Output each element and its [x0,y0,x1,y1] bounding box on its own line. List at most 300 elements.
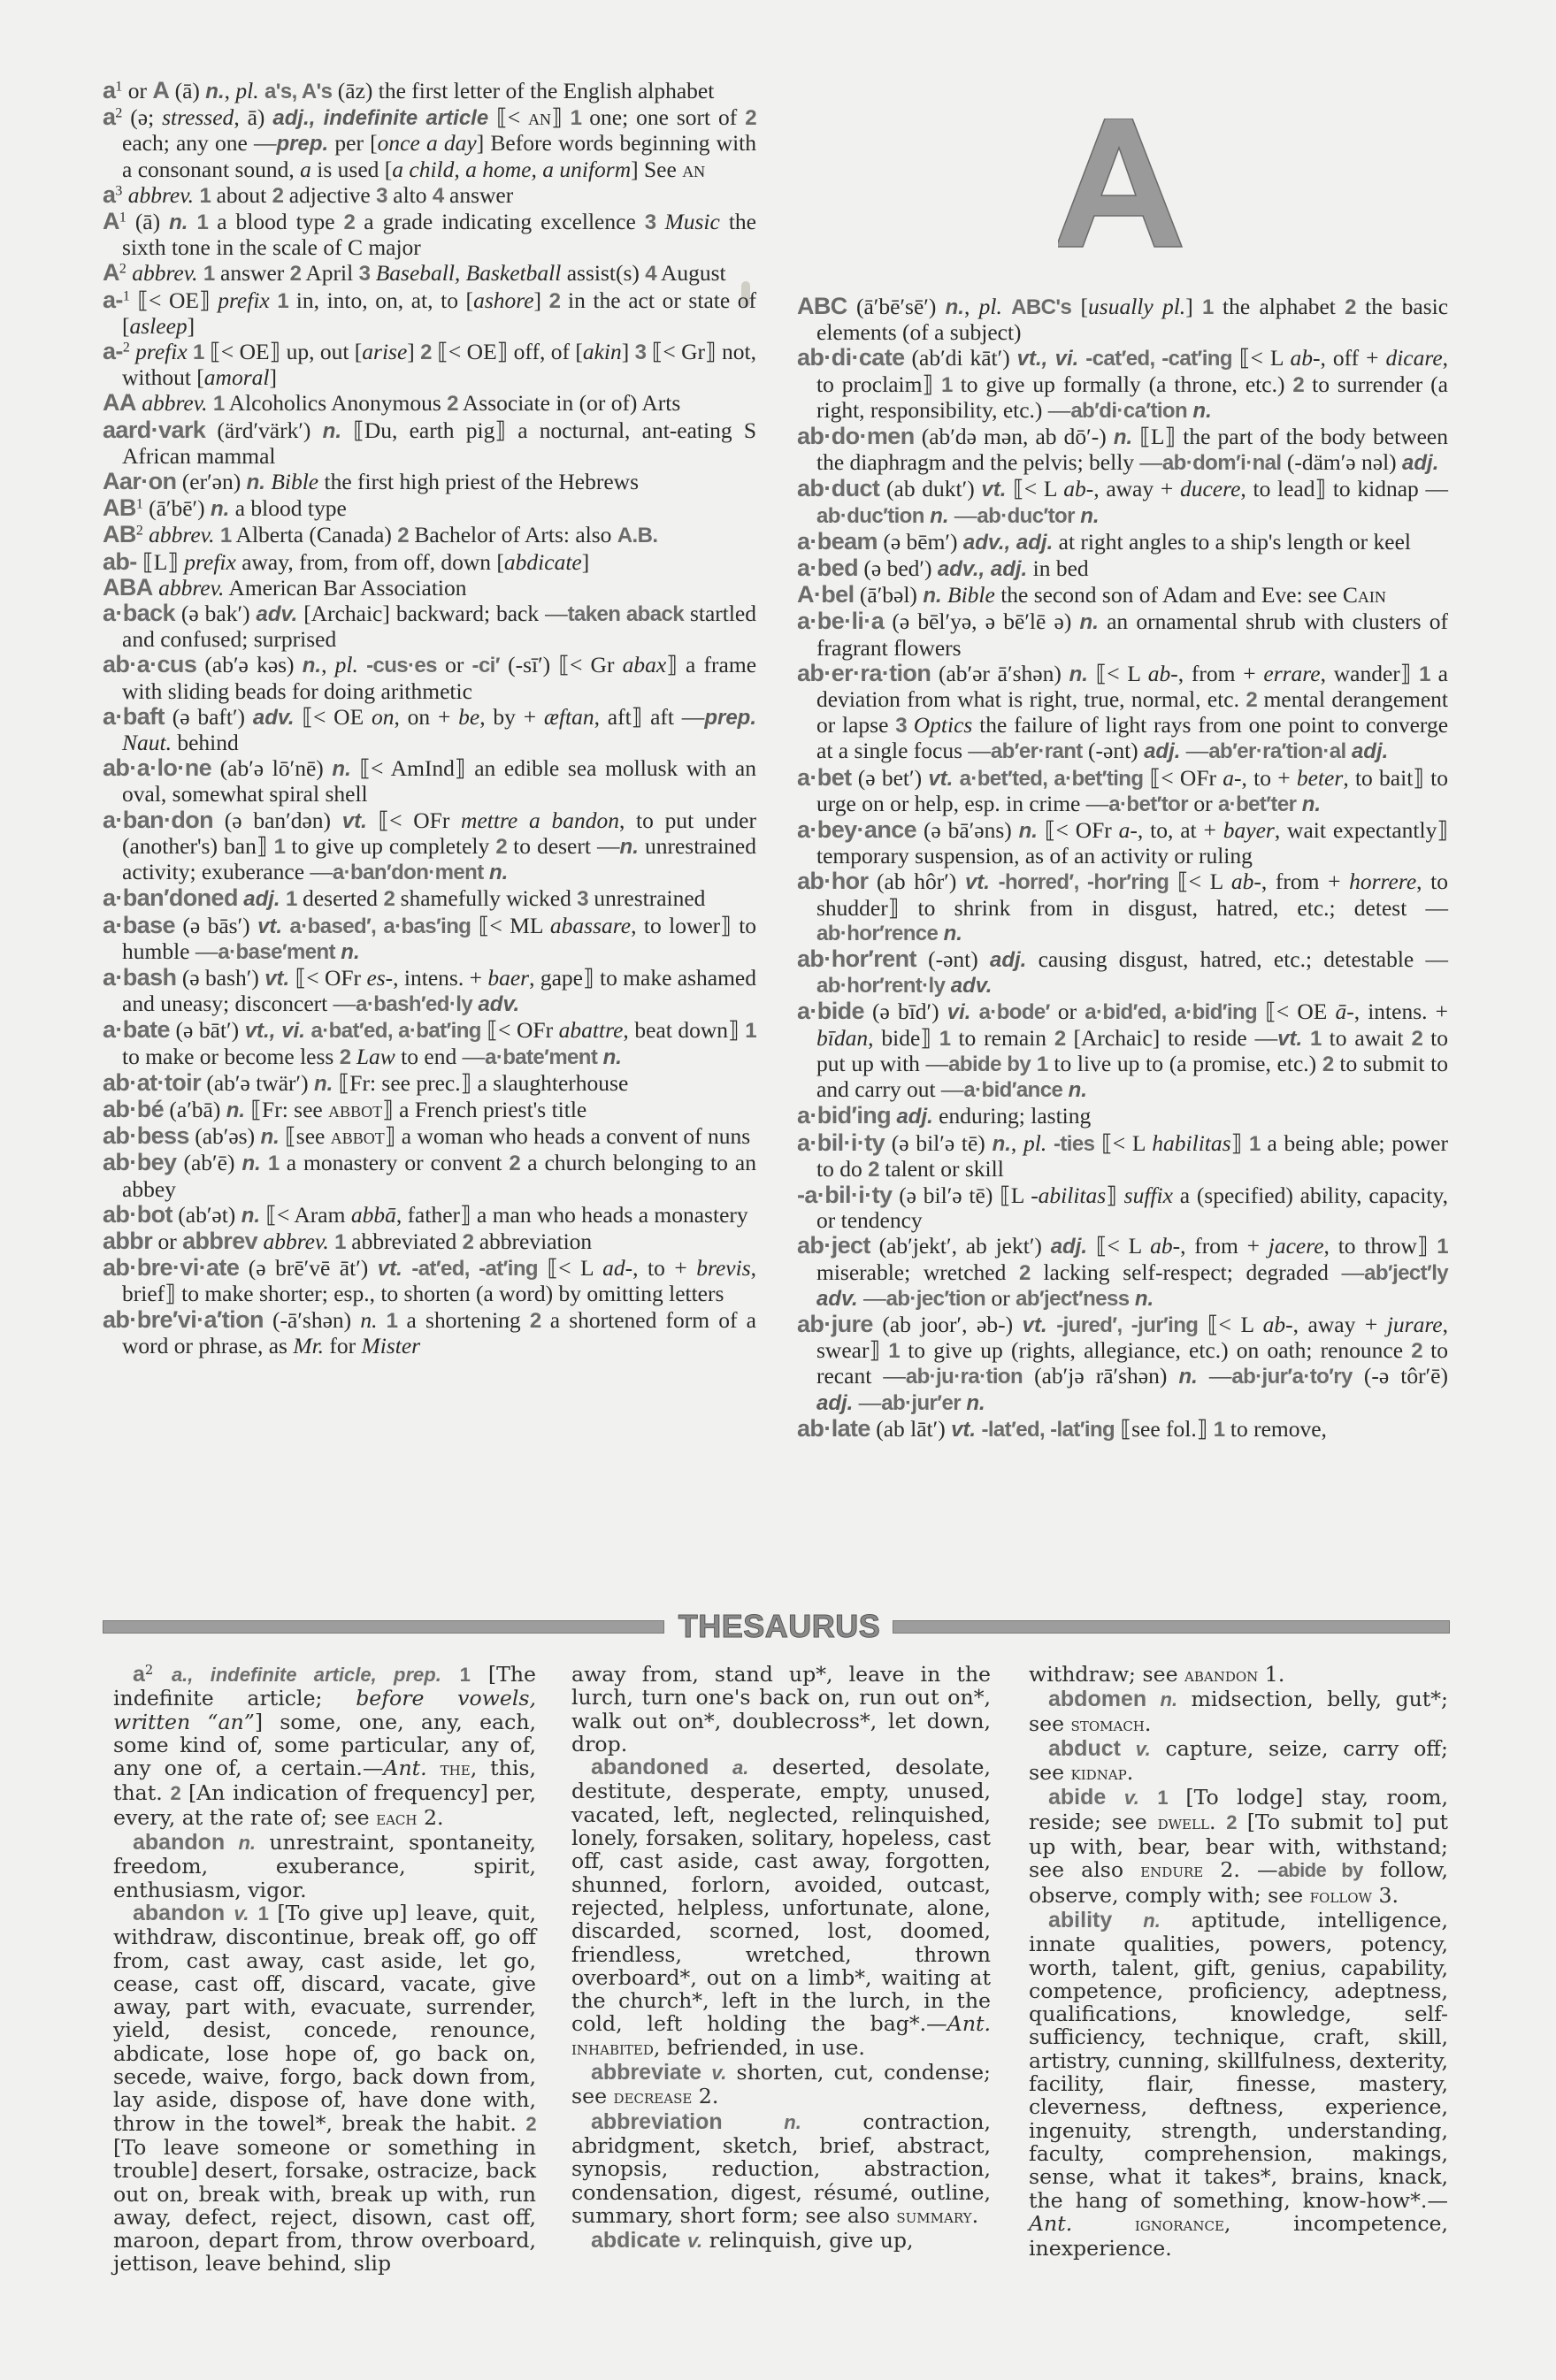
entry-text: , to throw⟧ [1323,1233,1437,1259]
entry-text: ⟦< L [1087,1233,1151,1259]
entry-text: or [122,78,153,103]
entry-text: , aft⟧ aft — [594,703,705,730]
entry-text: once [377,130,426,157]
thesaurus-entry [571,2061,991,2110]
entry-text: a monastery or convent [279,1150,510,1176]
entry-text: 1 [273,834,286,859]
thesaurus-column-2 [571,1663,991,2253]
entry-text: , to shudder⟧ to shrink from in disgust, hatred, etc.; detest — [816,869,1448,921]
entry-text: (ā′bəl) [854,582,924,608]
dictionary-entry [797,345,1448,424]
entry-text: ⟦< [488,104,529,131]
entry-text [656,209,665,234]
entry-text: (ə bak′) [174,601,257,627]
entry-text: n. [169,210,188,235]
dictionary-entry [797,555,1448,582]
entry-text: follow, observe, comply with; see [1029,1857,1448,1908]
entry-text: adj. [243,887,280,912]
entry-text [1302,1025,1310,1051]
entry-text: ab·jur′er [881,1390,961,1415]
entry-text: , befriended, in use. [653,2034,865,2060]
entry-text: n. [241,1152,261,1176]
entry-text: (ab′ə kəs) [196,652,303,678]
entry-text: ⟦< OFr [480,1017,559,1044]
entry-text: ] [407,339,421,365]
thesaurus-column-3 [1029,1663,1448,2260]
entry-text: vt. [1277,1026,1303,1051]
headword: abbr [103,1227,153,1254]
dictionary-entry [103,601,756,652]
dictionary-entry [103,1202,756,1228]
entry-text: , to lead⟧ to kidnap — [1240,476,1449,502]
entry-text: ⟦< L [1006,476,1064,502]
entry-text: n. [1301,792,1322,816]
headword: a·bid′ing [797,1102,892,1129]
entry-text: adv. [252,705,295,730]
entry-text: — [948,501,977,528]
headword: a·base [103,911,175,938]
entry-text: ⟦< OE⟧ up, out [ [203,339,363,365]
entry-text: 2 [1411,1026,1423,1051]
headword: abdicate [591,2228,681,2254]
headword: Aar·on [103,468,177,495]
entry-text: pl. [334,652,358,678]
headword: ABC [797,293,847,319]
entry-text: (ab′ət) [172,1201,241,1228]
entry-text: ab·duc′tor [977,503,1075,528]
entry-text: ab·jur′a·to′ry [1231,1365,1353,1389]
entry-text: , wander⟧ [1320,660,1420,686]
entry-text: , incompetence, inexperience. [1029,2210,1448,2261]
entry-text: , on + [394,703,459,730]
headword: ab·hor [797,868,869,895]
thesaurus-entry [571,1663,991,1756]
headword: ab·bess [103,1122,189,1150]
entry-text: (ā′bē′sē′) [847,294,946,319]
headword: ab·di·cate [797,344,905,371]
entry-text [1112,1908,1143,1932]
entry-text: [An indication of frequency] per, every, at the rate of; see [113,1780,536,1830]
entry-text: adv. [256,602,298,627]
entry-text: , wait expectantly⟧ temporary suspension, as of an activity or ruling [816,817,1448,869]
entry-text: ab′er·rant [990,739,1083,764]
entry-text: pl. [1023,1129,1047,1156]
headword: a·bide [797,998,864,1025]
dictionary-entry [797,999,1448,1103]
entry-text: a's, A's [264,80,333,103]
entry-text: (ab′ē) [176,1150,242,1176]
entry-text: abbreviation [473,1228,593,1254]
entry-text: 1 [203,262,215,287]
entry-text: 1 [1036,1052,1048,1076]
dictionary-entry [103,469,756,495]
entry-text: 1 [277,288,289,313]
entry-text [1146,1687,1160,1711]
headword: a·bil·i·ty [797,1129,885,1156]
entry-text: or [436,652,472,678]
dictionary-entry [797,424,1448,476]
entry-text: n. [930,503,949,528]
entry-text: — [857,1284,886,1311]
entry-text: summary [896,2205,972,2228]
entry-text: per [ [328,130,378,157]
entry-text: abbrev. [127,181,195,208]
dictionary-entry [103,522,756,548]
entry-text: [The indefinite article; [113,1662,537,1711]
entry-text: a·ban′don·ment [332,861,484,885]
headword: a·ban·don [103,806,214,833]
entry-text: unrestrained [588,885,706,912]
entry-text: a·based′, a·bas′ing [289,914,471,938]
dictionary-entry [103,260,756,287]
entry-text: 1. [1258,1662,1285,1687]
entry-text: aptitude, intelligence, innate qualities, powers, potency, worth, talent, gift, genius, capability, competence, proficiency, adeptness, qualifications, knowledge, self-sufficiency, technique, craft, skill, artistry, cunning, skillfulness, dexterity, facility, flair, finesse, mastery, cleverness, deftness, experience, ingenuity, strength, understanding, faculty, comprehension, makings, sense, what it takes*, brains, knack, the hang of something, know-how*.— [1029,1907,1449,2213]
entry-text: follow [1309,1885,1372,1908]
entry-text: -abilitas [1031,1182,1107,1208]
entry-text: stomach [1070,1713,1145,1736]
entry-text: , to put under (another's) ban⟧ [122,807,756,859]
entry-text: a [425,130,438,157]
entry-text: an [528,104,552,131]
entry-text: ] [533,287,549,313]
entry-text: [To give up] leave, quit, withdraw, discontinue, break off, go off from, cast away, cast aside, let go, cease, cast off, discard, vacate, give away, part with, evacuate, surrender, yield, desist, concede, renounce, abdicate, lose hope of, go back on, secede, waive, forgo, back down from, lay aside, dispose of, have done with, throw in the towel*, break the habit. [113,1900,536,2136]
dictionary-entry [103,1228,756,1255]
entry-text: ab′ject′ly [1364,1260,1449,1285]
entry-text: [To submit to] put up with, bear, bear with, withstand; see also [1029,1809,1448,1883]
entry-text: ⟧ [1106,1182,1124,1208]
entry-text: , from + [1180,1233,1269,1259]
entry-text: 1 [888,1339,901,1364]
entry-text: ⟧ a frame with sliding beads for doing arithmetic [122,652,757,704]
dictionary-entry [103,1255,756,1306]
entry-text: away, from, from off, down [ [235,548,504,575]
headword: abdomen [1048,1687,1147,1712]
entry-text: (ā) [126,209,170,235]
entry-text: unrestraint, spontaneity, freedom, exuberance, spirit, enthusiasm, vigor. [113,1830,536,1902]
entry-text [1139,1785,1157,1810]
entry-text [709,1755,732,1779]
entry-text: to submit to and carry out — [816,1050,1449,1103]
entry-text: ab- [1063,476,1094,502]
entry-text: -lat′ed, -lat′ing [981,1417,1115,1442]
entry-text: abbrev. [132,260,198,287]
headword: ab·bot [103,1200,172,1228]
entry-text: 1 [219,524,232,548]
entry-text: ⟦< L [537,1255,603,1282]
entry-text: ad- [602,1255,633,1282]
entry-text: stressed [162,104,234,131]
entry-text: — [853,1389,882,1415]
entry-text: the basic elements (of a subject) [816,294,1449,346]
entry-text: 2 [745,106,756,131]
entry-text: 2 [1411,1339,1422,1364]
entry-text: 3 [358,262,371,287]
headword: AB [103,521,136,548]
entry-text: abattre [558,1017,624,1044]
entry-text: shorten, cut, condense; see [571,2060,992,2109]
entry-text: ab·dom′i·nal [1161,451,1282,476]
entry-text: 1 [1157,1787,1168,1810]
entry-text: assist(s) [561,260,646,287]
entry-text: ab·duc′tion [816,503,924,528]
headword: AA [103,389,136,417]
dictionary-column-right [797,294,1448,1443]
entry-text: ā- [1335,999,1354,1025]
entry-text [1046,1130,1054,1156]
entry-text: . [971,2202,979,2228]
entry-text: 2 [1054,1026,1066,1051]
entry-text [225,1830,238,1855]
headword: abbreviation [591,2108,723,2134]
entry-text: . [1144,1710,1152,1736]
entry-text: (ə bēl′yə, ə bē′lē ə) [884,608,1080,635]
entry-text: [To lodge] stay, room, reside; see [1029,1785,1449,1834]
entry-text: ] [1185,294,1202,319]
entry-text: day [437,130,477,157]
entry-text: 3. [1371,1882,1399,1908]
headword: abduct [1048,1735,1121,1761]
entry-text: ⟦< OE⟧ [129,287,218,313]
entry-text: ] [187,312,195,339]
headword: a·bate [103,1016,170,1044]
headword: a [103,77,116,103]
entry-text: n. [488,861,509,885]
entry-text: causing disgust, hatred, etc.; detestable — [1026,946,1448,973]
entry-text: n. [966,1390,985,1415]
entry-text: (ab hôr′) [868,869,965,895]
entry-text: , from + [1177,660,1264,686]
entry-text: shamefully wicked [395,885,578,912]
entry-text: ab·ju·ra·tion [905,1365,1023,1389]
entry-text: ] [621,339,635,365]
headword: abbrev [182,1227,258,1254]
entry-text: on [371,703,395,730]
entry-text: 4 [432,183,444,208]
entry-text: 2 [447,392,458,417]
thesaurus-title: THESAURUS [678,1608,881,1644]
entry-text: to remove, [1224,1415,1327,1442]
entry-text: the second son of Adam and Eve: see [994,582,1343,608]
entry-text: . [1126,1760,1134,1786]
entry-text: 1 [1248,1131,1261,1156]
entry-text: ⟦< AmInd⟧ an edible sea mollusk with an oval, somewhat spiral shell [122,755,756,807]
dictionary-entry [103,755,756,807]
entry-text: ignorance [1134,2213,1224,2236]
entry-text: 3 [115,183,123,199]
entry-text: ab·hor′rence [816,921,939,945]
entry-text: 2 [1322,1052,1334,1076]
entry-text: 3 [376,183,387,208]
entry-text: ⟦Fr: see prec.⟧ a slaughterhouse [333,1069,629,1096]
entry-text: jacere [1268,1233,1324,1259]
entry-text: abbot [328,1096,383,1122]
entry-text: 1 [1437,1235,1448,1259]
thesaurus-column-1 [113,1663,536,2276]
entry-text: n. [260,1125,280,1150]
entry-text [249,1901,257,1925]
entry-text: pl. [978,294,1002,319]
entry-text: (ə bās′) [174,912,258,938]
entry-text: mental derangement or lapse [816,686,1449,738]
dictionary-entry [797,529,1448,555]
entry-text: behind [171,730,239,756]
entry-text: to remain [950,1024,1054,1051]
entry-text: n. [211,497,230,522]
headword: abandon [133,1900,226,1925]
entry-text: (a′bā) [164,1096,226,1122]
entry-text: 2 [868,1157,879,1182]
entry-text: (ə ban′dən) [213,807,342,833]
entry-text: -ties [1054,1131,1095,1156]
dictionary-entry [103,885,756,912]
dictionary-entry [103,704,756,755]
entry-text: ⟦< Aram [260,1201,351,1228]
entry-text [402,1255,412,1281]
entry-text: , away + [1292,1311,1387,1337]
entry-text: abbrev. [263,1228,329,1254]
dictionary-entry [797,946,1448,999]
entry-text: ] some, one, any, each, some kind of, some particular, any of, any one of, a certain.— [113,1709,537,1781]
entry-text: (ab′ə twär′) [201,1069,314,1096]
entry-text: dwell [1157,1811,1209,1834]
entry-text [225,1901,234,1925]
dictionary-entry [103,965,756,1017]
thesaurus-entry [1029,1663,1448,1687]
entry-text: (ab′əs) [188,1123,261,1150]
entry-text: Naut. [122,730,172,756]
headword: a [103,180,116,208]
entry-text [1002,294,1011,319]
headword: a·bed [797,555,859,582]
headword: ab·bey [103,1149,177,1176]
entry-text: -jured′, -jur′ing [1056,1312,1199,1337]
entry-text: adj. [1402,451,1439,476]
entry-text: , away + [1093,476,1180,502]
entry-text: ⟦< OE⟧ off, of [ [431,339,583,365]
entry-text: 2 [1226,1810,1237,1833]
entry-text: ⟦< OFr [289,964,367,991]
entry-text: vt. [257,914,283,938]
entry-text: (ə bā′əns) [916,817,1019,844]
dictionary-entry [103,575,756,601]
entry-text: n. [302,654,322,678]
entry-text: prep. [704,705,756,730]
entry-text: A.B. [617,524,658,548]
entry-text: to end — [395,1043,486,1069]
dictionary-entry [797,869,1448,946]
entry-text: abide by [1277,1859,1363,1882]
entry-text: n. [1068,1078,1087,1103]
entry-text: , intens. + [1353,999,1449,1025]
entry-text: taken aback [567,602,684,627]
entry-text: a·bet′ted, a·bet′ting [959,766,1144,791]
entry-text: , gape⟧ to make ashamed and uneasy; disconcert — [122,964,756,1017]
dictionary-entry [103,1097,756,1123]
entry-text: a blood type [208,209,344,235]
entry-text: 2 [122,340,130,356]
entry-text: 2 [509,1152,521,1176]
entry-text: , from + [1261,869,1350,895]
entry-text: 1 [267,1152,280,1176]
thesaurus-entry [1029,1909,1448,2260]
entry-text: . [1208,1809,1227,1834]
thesaurus-entry [1029,1737,1448,1787]
entry-text: , swear⟧ [816,1311,1448,1364]
section-letter-a [1058,119,1191,251]
entry-text: the first high priest of the Hebrews [318,469,640,495]
entry-text: to desert — [507,832,620,859]
dictionary-entry [103,390,756,417]
headword: ab·bre′vi·a′tion [103,1305,264,1333]
entry-text: , ā) [234,104,273,131]
entry-text: 1 [193,341,204,365]
entry-text: endure [1140,1860,1204,1883]
entry-text: n. [943,921,962,945]
entry-text: ⟦Du, earth pig⟧ a nocturnal, ant-eating S African mammal [122,417,757,469]
entry-text: es- [366,964,394,991]
thesaurus-entry [571,2229,991,2253]
entry-text: a grade indicating excellence [355,209,645,235]
entry-text: ⟧ [551,104,571,131]
entry-text: n. [1080,503,1100,528]
entry-text: suffix [1123,1182,1173,1208]
entry-text: 2 [548,288,561,313]
entry-text: , father⟧ a man who heads a monastery [395,1201,748,1228]
entry-text: a blood type [229,495,347,522]
headword: abide [1048,1785,1107,1810]
entry-text: (ab lāt′) [870,1415,952,1442]
entry-text: 1 [285,887,297,912]
entry-text: 2. — [1203,1857,1278,1883]
entry-text: brevis [696,1255,751,1282]
entry-text [953,765,959,791]
entry-text: n. [1069,662,1088,686]
dictionary-entry [103,78,756,104]
entry-text: vi. [947,1000,971,1025]
thesaurus-entry [113,1902,536,2276]
entry-text: abax [622,652,667,678]
dictionary-entry [103,1123,756,1150]
dictionary-entry [103,1017,756,1069]
entry-text: in, into, on, at, to [ [288,287,474,313]
entry-text: ⟦see fol.⟧ [1115,1415,1214,1442]
entry-text: Ant. [947,2011,991,2037]
entry-text: adjective [283,181,377,208]
entry-text: [Archaic] backward; back — [297,601,568,627]
entry-text: 2 [383,887,395,912]
entry-text: 2. [417,1804,444,1830]
entry-text: 2 [495,834,508,859]
headword: ab·ject [797,1232,870,1259]
entry-text: 2. [692,2084,719,2109]
entry-text: each; any one — [122,130,277,157]
headword: a·baft [103,702,165,730]
entry-text: be [458,703,480,730]
entry-text: (ā′bē′) [142,495,211,522]
entry-text: Ant. [383,1756,427,1781]
entry-text: 1 [1419,662,1430,686]
entry-text: capture, seize, carry off; see [1029,1735,1448,1786]
entry-text: ashore [473,287,534,313]
entry-text: n. [602,1045,622,1069]
entry-text: n. [1160,1688,1178,1711]
dictionary-entry [103,495,756,522]
entry-text: æftan [543,703,594,730]
entry-text: (-ənt) [916,946,990,973]
entry-text: ⟦L⟧ [136,548,185,575]
dictionary-entry [103,652,756,703]
entry-text: (ə bil′ə tē) [885,1129,993,1156]
